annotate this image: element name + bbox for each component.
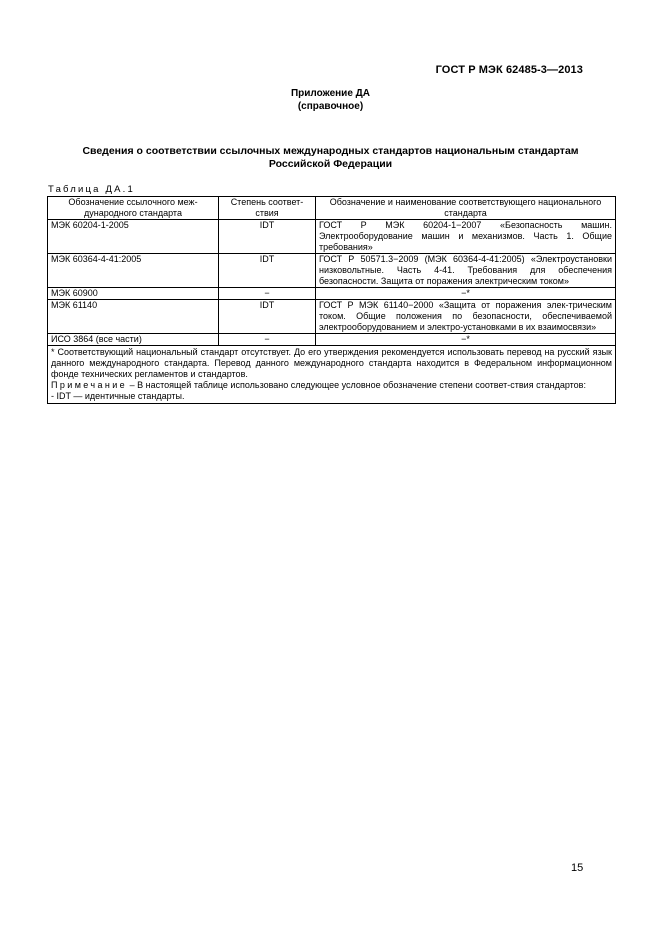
section-heading-line2: Российской Федерации	[268, 158, 393, 170]
table-row	[48, 288, 616, 300]
cell-degree: IDT	[219, 220, 316, 254]
table-row	[48, 254, 616, 288]
table-header-row	[48, 197, 616, 220]
note-label: Примечание	[51, 380, 128, 390]
annex-heading	[0, 87, 661, 113]
table-footer-row	[48, 346, 616, 404]
annex-subtitle: (справочное)	[297, 101, 364, 112]
annex-title: Приложение ДА	[290, 88, 371, 99]
cell-degree: −	[219, 288, 316, 300]
cell-national-standard: −*	[316, 334, 616, 346]
note-text: – В настоящей таблице использовано следующее условное обозначение степени соответ-ствия стандартов:	[127, 380, 586, 390]
cell-national-standard: ГОСТ Р 50571.3−2009 (МЭК 60364-4-41:2005) «Электроустановки низковольтные. Часть 4-41. Требования для обеспечения безопасности. Защита от поражения электрическим током»	[316, 254, 616, 288]
cell-intl-standard: МЭК 60204-1-2005	[48, 220, 219, 254]
cell-degree: IDT	[219, 254, 316, 288]
correspondence-table	[47, 196, 616, 404]
cell-national-standard: −*	[316, 288, 616, 300]
section-heading-line1: Сведения о соответствии ссылочных международных стандартов национальным стандартам	[82, 145, 579, 157]
page-number: 15	[571, 862, 584, 874]
cell-degree: −	[219, 334, 316, 346]
table-row	[48, 300, 616, 334]
note-item: - IDT — идентичные стандарты.	[51, 391, 185, 401]
table-notes	[48, 346, 616, 404]
document-designation: ГОСТ Р МЭК 62485-3—2013	[435, 64, 583, 76]
section-heading	[40, 145, 621, 171]
table-caption: Таблица ДА.1	[48, 184, 135, 195]
table-row	[48, 334, 616, 346]
cell-intl-standard: ИСО 3864 (все части)	[48, 334, 219, 346]
cell-intl-standard: МЭК 60364-4-41:2005	[48, 254, 219, 288]
table-footnote: * Соответствующий национальный стандарт отсутствует. До его утверждения рекомендуется использовать перевод на русский язык данного международного стандарта. Перевод данного международного стандарта находится в Федеральном информационном фонде технических регламентов и стандартов.	[51, 347, 612, 379]
cell-degree: IDT	[219, 300, 316, 334]
table-note	[51, 380, 612, 391]
cell-national-standard: ГОСТ Р МЭК 61140−2000 «Защита от поражения элек-трическим током. Общие положения по безопасности, обеспечиваемой электрооборудованием и электро-установками в их взаимосвязи»	[316, 300, 616, 334]
table-row	[48, 220, 616, 254]
cell-national-standard: ГОСТ Р МЭК 60204-1−2007 «Безопасность машин. Электрооборудование машин и механизмов. Часть 1. Общие требования»	[316, 220, 616, 254]
cell-intl-standard: МЭК 60900	[48, 288, 219, 300]
cell-intl-standard: МЭК 61140	[48, 300, 219, 334]
column-header-degree: Степень соответ-ствия	[219, 197, 316, 220]
column-header-national: Обозначение и наименование соответствующего национального стандарта	[316, 197, 616, 220]
column-header-intl: Обозначение ссылочного меж-дународного стандарта	[48, 197, 219, 220]
